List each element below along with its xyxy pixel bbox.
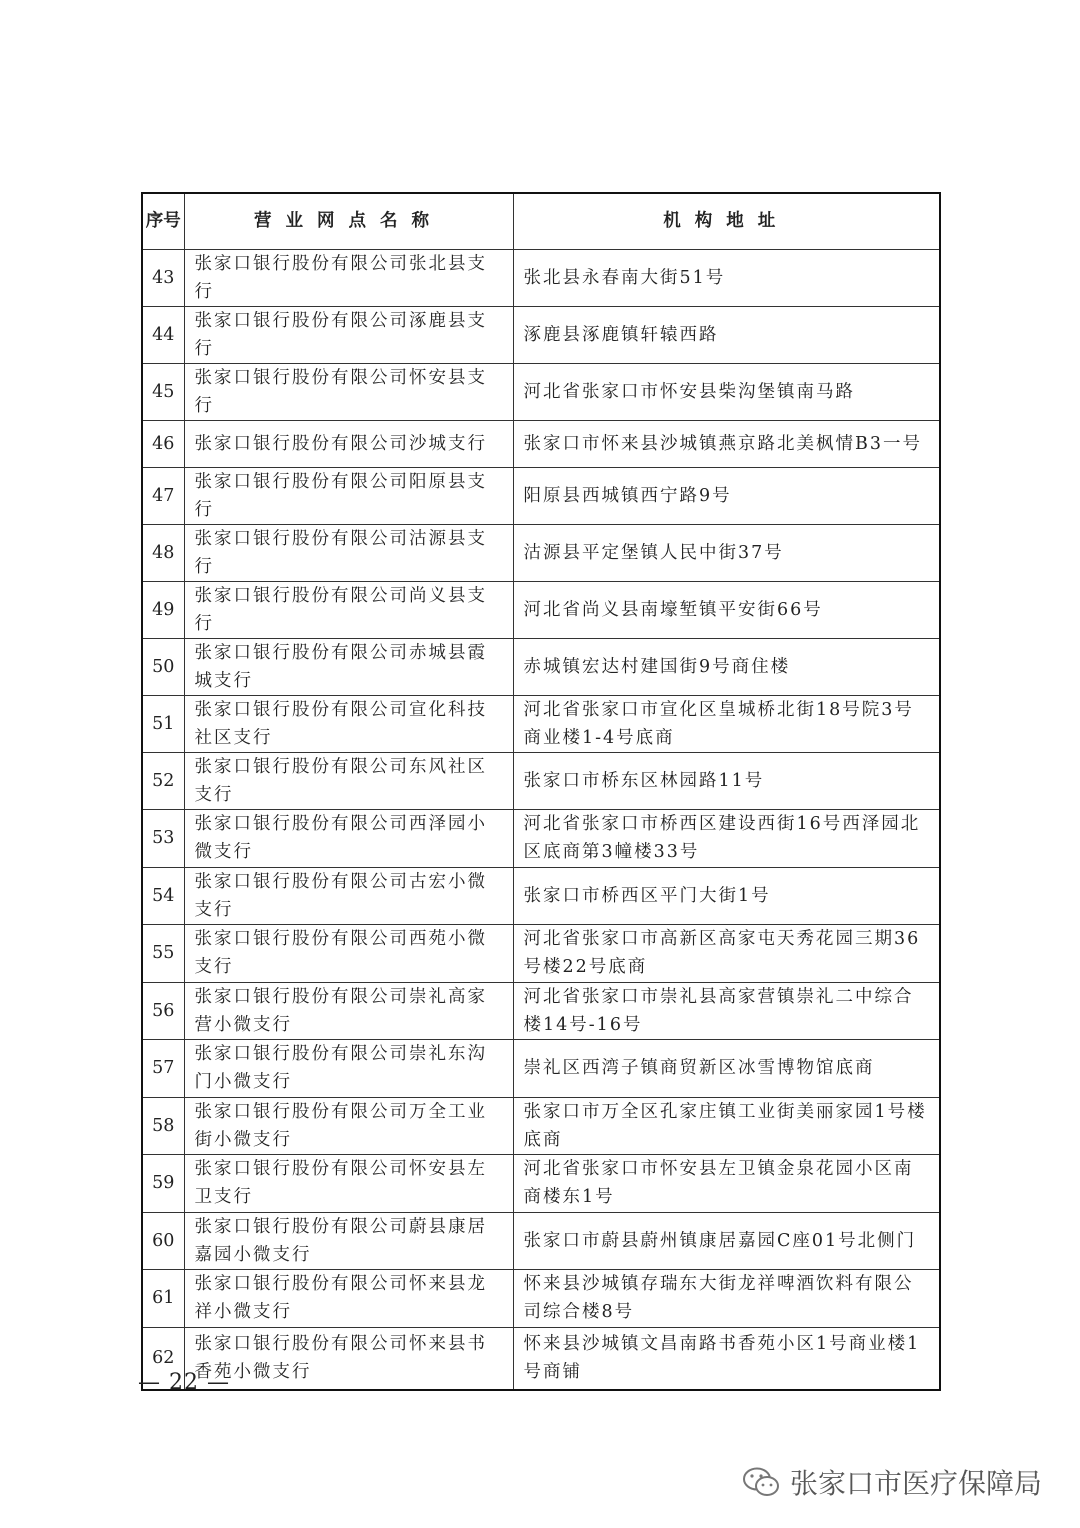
- branch-name: 张家口银行股份有限公司怀安县支行: [184, 363, 513, 420]
- table-row: [142, 363, 940, 420]
- table-row: [142, 867, 940, 924]
- table-row: [142, 420, 940, 467]
- branch-address: 张家口市桥西区平门大街1号: [513, 867, 940, 924]
- table-row: [142, 1154, 940, 1212]
- branch-name: 张家口银行股份有限公司怀来县龙祥小微支行: [184, 1269, 513, 1327]
- table-row: [142, 1097, 940, 1154]
- branch-name: 张家口银行股份有限公司西苑小微支行: [184, 924, 513, 982]
- branch-address: 河北省尚义县南壕堑镇平安街66号: [513, 581, 940, 638]
- branch-address: 张家口市蔚县蔚州镇康居嘉园C座01号北侧门: [513, 1212, 940, 1269]
- row-number: 51: [142, 695, 184, 752]
- branch-address: 张北县永春南大街51号: [513, 249, 940, 306]
- row-number: 47: [142, 467, 184, 524]
- branch-address: 河北省张家口市桥西区建设西街16号西泽园北区底商第3幢楼33号: [513, 809, 940, 867]
- row-number: 45: [142, 363, 184, 420]
- branch-name: 张家口银行股份有限公司崇礼东沟门小微支行: [184, 1039, 513, 1097]
- branch-table: [141, 192, 941, 1391]
- branch-name: 张家口银行股份有限公司蔚县康居嘉园小微支行: [184, 1212, 513, 1269]
- branch-address: 河北省张家口市崇礼县高家营镇崇礼二中综合楼14号-16号: [513, 982, 940, 1039]
- branch-name: 张家口银行股份有限公司张北县支行: [184, 249, 513, 306]
- watermark-text: 张家口市医疗保障局: [789, 1467, 1042, 1500]
- header-address: 机构地址: [513, 193, 940, 249]
- row-number: 53: [142, 809, 184, 867]
- row-number: 52: [142, 752, 184, 809]
- table-row: [142, 809, 940, 867]
- branch-address: 张家口市怀来县沙城镇燕京路北美枫情B3一号: [513, 420, 940, 467]
- row-number: 54: [142, 867, 184, 924]
- table-row: [142, 306, 940, 363]
- table-row: [142, 524, 940, 581]
- row-number: 59: [142, 1154, 184, 1212]
- row-number: 48: [142, 524, 184, 581]
- branch-name: 张家口银行股份有限公司赤城县霞城支行: [184, 638, 513, 695]
- branch-name: 张家口银行股份有限公司涿鹿县支行: [184, 306, 513, 363]
- wechat-icon: [742, 1466, 780, 1498]
- table-row: [142, 638, 940, 695]
- table-row: [142, 1327, 940, 1390]
- branch-name: 张家口银行股份有限公司怀来县书香苑小微支行: [184, 1327, 513, 1390]
- row-number: 55: [142, 924, 184, 982]
- branch-address: 阳原县西城镇西宁路9号: [513, 467, 940, 524]
- page-number: — 22 —: [138, 1370, 230, 1395]
- branch-address: 张家口市桥东区林园路11号: [513, 752, 940, 809]
- header-name: 营业网点名称: [184, 193, 513, 249]
- branch-name: 张家口银行股份有限公司尚义县支行: [184, 581, 513, 638]
- row-number: 57: [142, 1039, 184, 1097]
- table-row: [142, 581, 940, 638]
- branch-name: 张家口银行股份有限公司古宏小微支行: [184, 867, 513, 924]
- branch-address: 赤城镇宏达村建国街9号商住楼: [513, 638, 940, 695]
- row-number: 44: [142, 306, 184, 363]
- row-number: 61: [142, 1269, 184, 1327]
- branch-name: 张家口银行股份有限公司沽源县支行: [184, 524, 513, 581]
- row-number: 46: [142, 420, 184, 467]
- branch-address: 涿鹿县涿鹿镇轩辕西路: [513, 306, 940, 363]
- row-number: 58: [142, 1097, 184, 1154]
- branch-address: 怀来县沙城镇文昌南路书香苑小区1号商业楼1号商铺: [513, 1327, 940, 1390]
- row-number: 60: [142, 1212, 184, 1269]
- branch-name: 张家口银行股份有限公司崇礼高家营小微支行: [184, 982, 513, 1039]
- branch-name: 张家口银行股份有限公司东风社区支行: [184, 752, 513, 809]
- watermark: [742, 1462, 1042, 1502]
- branch-name: 张家口银行股份有限公司西泽园小微支行: [184, 809, 513, 867]
- branch-address: 怀来县沙城镇存瑞东大街龙祥啤酒饮料有限公司综合楼8号: [513, 1269, 940, 1327]
- table-row: [142, 982, 940, 1039]
- branch-name: 张家口银行股份有限公司万全工业街小微支行: [184, 1097, 513, 1154]
- branch-name: 张家口银行股份有限公司宣化科技社区支行: [184, 695, 513, 752]
- row-number: 49: [142, 581, 184, 638]
- table-row: [142, 924, 940, 982]
- row-number: 50: [142, 638, 184, 695]
- table-row: [142, 752, 940, 809]
- branch-address: 河北省张家口市宣化区皇城桥北街18号院3号商业楼1-4号底商: [513, 695, 940, 752]
- branch-address: 张家口市万全区孔家庄镇工业街美丽家园1号楼底商: [513, 1097, 940, 1154]
- branch-address: 沽源县平定堡镇人民中街37号: [513, 524, 940, 581]
- table-header-row: [142, 193, 940, 249]
- table-row: [142, 695, 940, 752]
- branch-address: 河北省张家口市高新区高家屯天秀花园三期36号楼22号底商: [513, 924, 940, 982]
- table-row: [142, 467, 940, 524]
- table-row: [142, 1269, 940, 1327]
- table-row: [142, 1039, 940, 1097]
- row-number: 62: [142, 1327, 184, 1390]
- header-seq: 序号: [142, 193, 184, 249]
- branch-name: 张家口银行股份有限公司怀安县左卫支行: [184, 1154, 513, 1212]
- row-number: 43: [142, 249, 184, 306]
- table-row: [142, 1212, 940, 1269]
- branch-address: 河北省张家口市怀安县左卫镇金泉花园小区南商楼东1号: [513, 1154, 940, 1212]
- table-row: [142, 249, 940, 306]
- row-number: 56: [142, 982, 184, 1039]
- branch-name: 张家口银行股份有限公司阳原县支行: [184, 467, 513, 524]
- branch-address: 崇礼区西湾子镇商贸新区冰雪博物馆底商: [513, 1039, 940, 1097]
- branch-address: 河北省张家口市怀安县柴沟堡镇南马路: [513, 363, 940, 420]
- branch-name: 张家口银行股份有限公司沙城支行: [184, 420, 513, 467]
